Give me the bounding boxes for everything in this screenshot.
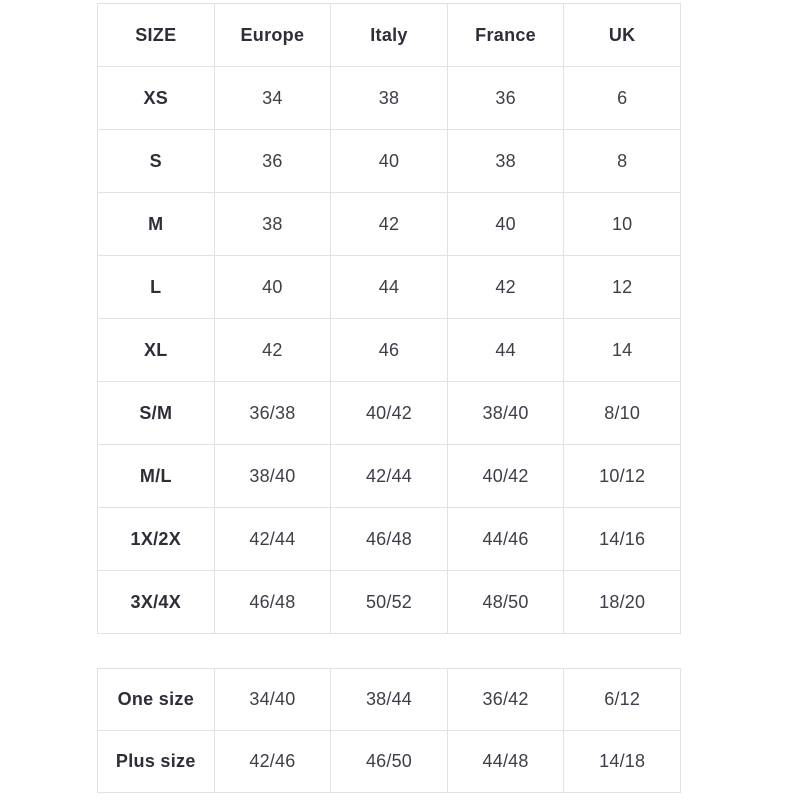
value-cell: 8/10 (564, 382, 681, 445)
column-header-size: SIZE (98, 4, 215, 67)
special-sizes-table (97, 668, 681, 793)
value-cell: 40 (447, 193, 564, 256)
value-cell: 46/48 (331, 508, 448, 571)
column-header-france: France (447, 4, 564, 67)
value-cell: 42 (214, 319, 331, 382)
value-cell: 14/18 (564, 731, 681, 793)
value-cell: 46 (331, 319, 448, 382)
value-cell: 38/44 (331, 669, 448, 731)
value-cell: 38 (214, 193, 331, 256)
table-row-m (98, 193, 681, 256)
value-cell: 38/40 (214, 445, 331, 508)
value-cell: 10 (564, 193, 681, 256)
size-label-cell: 1X/2X (98, 508, 215, 571)
table-row-1x2x (98, 508, 681, 571)
value-cell: 38/40 (447, 382, 564, 445)
value-cell: 36/42 (447, 669, 564, 731)
size-conversion-table (97, 3, 681, 634)
value-cell: 6 (564, 67, 681, 130)
value-cell: 38 (331, 67, 448, 130)
size-label-cell: Plus size (98, 731, 215, 793)
value-cell: 8 (564, 130, 681, 193)
value-cell: 34/40 (214, 669, 331, 731)
value-cell: 40 (331, 130, 448, 193)
table-row-xs (98, 67, 681, 130)
table-row-3x4x (98, 571, 681, 634)
value-cell: 42 (447, 256, 564, 319)
table-row-one-size (98, 669, 681, 731)
table-row-xl (98, 319, 681, 382)
size-label-cell: XL (98, 319, 215, 382)
value-cell: 34 (214, 67, 331, 130)
value-cell: 40/42 (447, 445, 564, 508)
value-cell: 14/16 (564, 508, 681, 571)
value-cell: 36 (447, 67, 564, 130)
value-cell: 6/12 (564, 669, 681, 731)
value-cell: 36/38 (214, 382, 331, 445)
value-cell: 40 (214, 256, 331, 319)
value-cell: 42/44 (331, 445, 448, 508)
value-cell: 14 (564, 319, 681, 382)
value-cell: 10/12 (564, 445, 681, 508)
value-cell: 42/44 (214, 508, 331, 571)
table-row-s (98, 130, 681, 193)
value-cell: 50/52 (331, 571, 448, 634)
value-cell: 42/46 (214, 731, 331, 793)
size-label-cell: S (98, 130, 215, 193)
value-cell: 44/48 (447, 731, 564, 793)
value-cell: 18/20 (564, 571, 681, 634)
value-cell: 44 (331, 256, 448, 319)
size-label-cell: M (98, 193, 215, 256)
table-row-sm (98, 382, 681, 445)
value-cell: 40/42 (331, 382, 448, 445)
size-label-cell: 3X/4X (98, 571, 215, 634)
column-header-italy: Italy (331, 4, 448, 67)
table-row-l (98, 256, 681, 319)
size-label-cell: S/M (98, 382, 215, 445)
size-label-cell: M/L (98, 445, 215, 508)
size-label-cell: One size (98, 669, 215, 731)
value-cell: 42 (331, 193, 448, 256)
column-header-europe: Europe (214, 4, 331, 67)
value-cell: 46/48 (214, 571, 331, 634)
size-label-cell: L (98, 256, 215, 319)
table-row-ml (98, 445, 681, 508)
column-header-uk: UK (564, 4, 681, 67)
value-cell: 44 (447, 319, 564, 382)
value-cell: 44/46 (447, 508, 564, 571)
size-label-cell: XS (98, 67, 215, 130)
value-cell: 46/50 (331, 731, 448, 793)
value-cell: 12 (564, 256, 681, 319)
header-row (98, 4, 681, 67)
value-cell: 38 (447, 130, 564, 193)
value-cell: 48/50 (447, 571, 564, 634)
value-cell: 36 (214, 130, 331, 193)
table-row-plus-size (98, 731, 681, 793)
